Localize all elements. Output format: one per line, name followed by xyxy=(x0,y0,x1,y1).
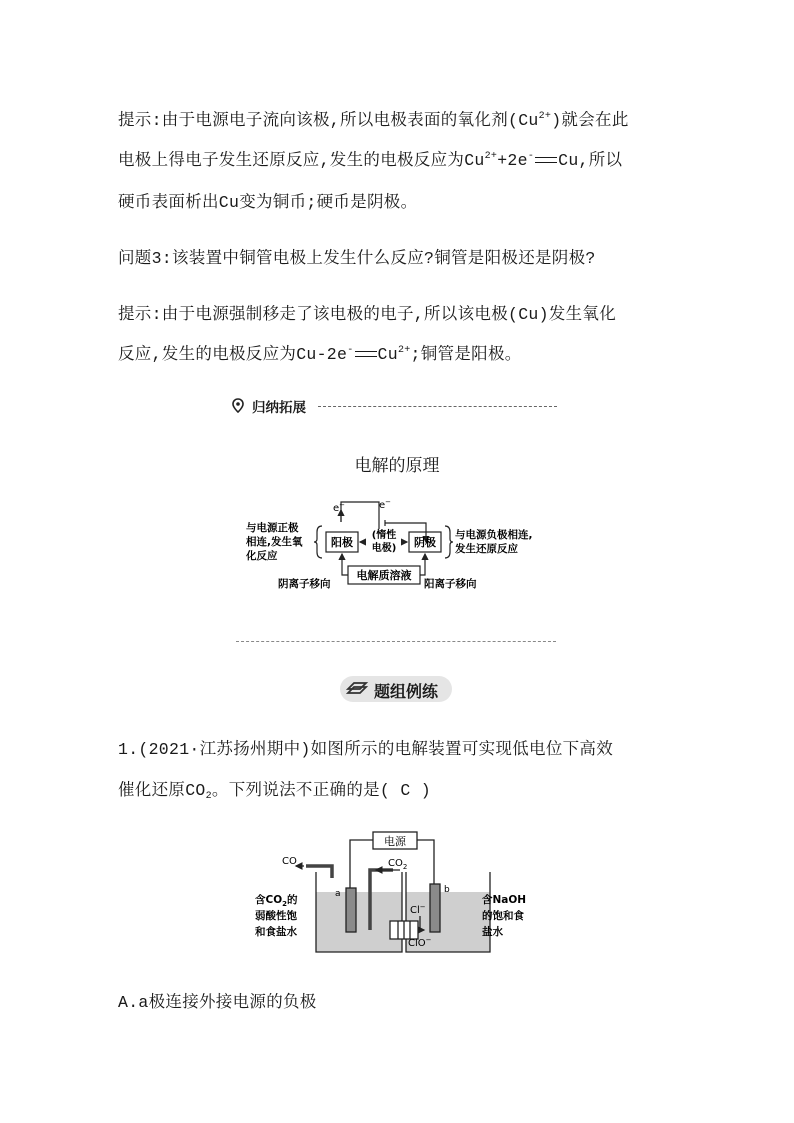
exercise-q1-line1: 1.(2021·江苏扬州期中)如图所示的电解装置可实现低电位下高效 xyxy=(118,740,614,759)
left-solution-line2: 弱酸性饱 xyxy=(255,910,297,922)
summary-heading xyxy=(232,396,557,416)
power-label: 电源 xyxy=(384,835,406,848)
left-note-line1: 与电源正极 xyxy=(246,522,299,534)
right-solution-line1: 含NaOH xyxy=(482,894,527,906)
location-pin-icon xyxy=(232,398,244,413)
hint3-line2: 反应,发生的电极反应为Cu-2e- $Cu^{2+}$;铜管是阳极。 xyxy=(118,345,522,364)
svg-text:CO2: $CO_2$ xyxy=(388,858,408,871)
cation-move-label: 阳离子移向 xyxy=(424,578,477,590)
electrolysis-diagram xyxy=(238,496,558,596)
hint2-line2: 电极上得电子发生还原反应,发生的电极反应为$Cu^{2+}+2e^-$ Cu,所以 xyxy=(118,151,623,170)
exercise-heading-label: 题组例练 xyxy=(374,682,439,701)
co-label: CO xyxy=(282,856,297,867)
left-solution xyxy=(316,892,402,952)
anion-move-label: 阴离子移向 xyxy=(278,578,331,590)
cathode-label: 阴极 xyxy=(414,536,436,549)
right-solution-line3: 盐水 xyxy=(482,926,503,938)
anode-label: 阳极 xyxy=(331,536,353,549)
hint2-line3: 硬币表面析出Cu变为铜币;硬币是阴极。 xyxy=(118,193,418,212)
layers-icon xyxy=(346,680,370,698)
section-divider xyxy=(236,641,556,642)
electrolyte-label: 电解质溶液 xyxy=(356,569,412,582)
option-a: A.a极连接外接电源的负极 xyxy=(118,993,317,1012)
summary-divider xyxy=(318,406,557,407)
svg-text:e−: e− xyxy=(333,501,346,514)
hint2-line1: 提示:由于电源电子流向该极,所以电极表面的氧化剂$(Cu^{2+})$就会在此 xyxy=(118,111,629,130)
electrode-a-label: a xyxy=(335,889,341,899)
exercise-heading xyxy=(340,676,452,704)
diagram-title: 电解的原理 xyxy=(354,456,440,476)
left-solution-line3: 和食盐水 xyxy=(255,926,297,938)
right-note-line2: 发生还原反应 xyxy=(455,543,518,555)
right-solution-line2: 的饱和食 xyxy=(482,910,524,922)
hint3-line1: 提示:由于电源强制移走了该电极的电子,所以该电极(Cu)发生氧化 xyxy=(118,305,617,324)
left-note-line3: 化反应 xyxy=(246,550,278,562)
equals-sign xyxy=(535,157,557,163)
question3: 问题3:该装置中铜管电极上发生什么反应?铜管是阳极还是阴极? xyxy=(118,249,596,268)
right-note-line1: 与电源负极相连, xyxy=(455,529,533,541)
electrolysis-apparatus-figure xyxy=(250,826,550,961)
svg-text:e−: e− xyxy=(379,498,392,511)
svg-text:ClO−: ClO− xyxy=(408,936,432,949)
electrode-b-label: b xyxy=(444,885,450,895)
inert-electrode-line1: (惰性 xyxy=(371,530,397,541)
svg-text:含CO2的: 含$CO_2$的 xyxy=(255,894,298,908)
left-note-line2: 相连,发生氧 xyxy=(246,536,303,548)
exercise-q1-line2: 催化还原$CO_2$。下列说法不正确的是( C ) xyxy=(118,781,431,802)
equals-sign xyxy=(355,351,377,357)
svg-text:Cl−: Cl− xyxy=(410,903,426,916)
summary-heading-label: 归纳拓展 xyxy=(252,400,306,416)
inert-electrode-line2: 电极) xyxy=(371,543,397,554)
